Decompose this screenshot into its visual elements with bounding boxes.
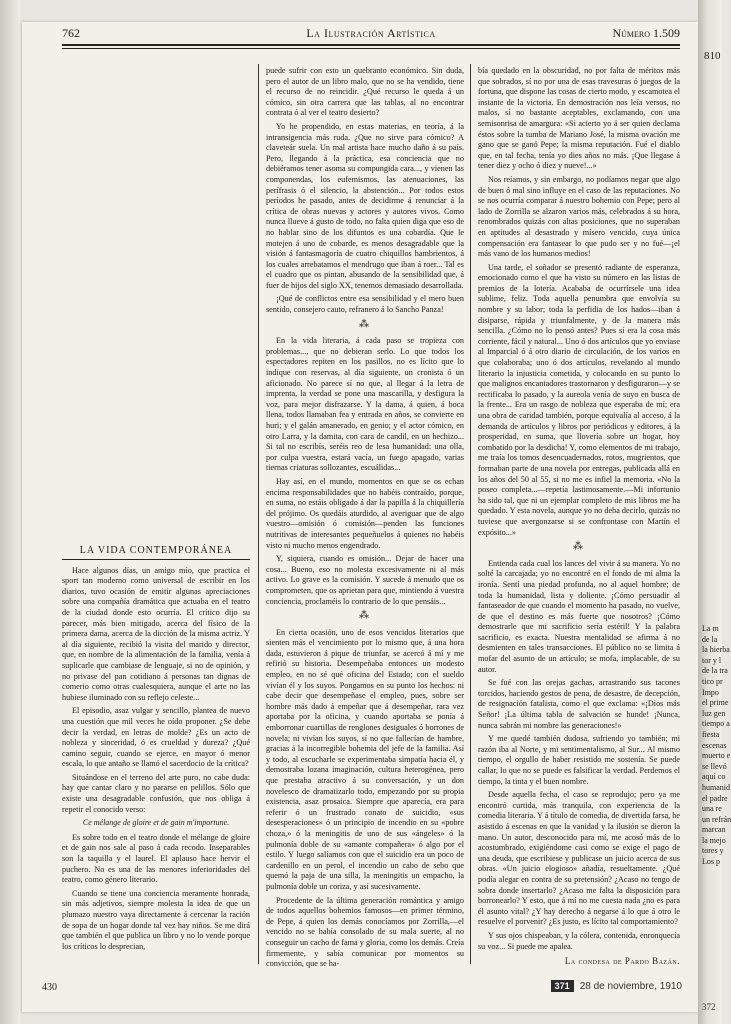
section-break-ornament: ⁂ <box>359 610 371 622</box>
column-divider <box>258 64 259 964</box>
paragraph: Es sobre todo en el teatro donde el mélange de gloire et de gain nos sale al paso á cada recodo. Inseparables son la taquilla y el laurel. El aplauso hace hervir el puchero. No es una de las menores inferioridades del teatro, como género literario. <box>62 832 250 885</box>
right-page-snippet: fiesta <box>702 729 720 739</box>
paragraph: Se fué con las orejas gachas, arrastrando sus tacones torcidos, haciendo gestos de pena, de desastre, de decepción, de resignación fatalista, como el que exclama: «¡Dios más Señor! ¡La última tabla de salvación se hunde! ¡Nunca, nunca sabrán mi nombre las generaciones!» <box>478 678 680 730</box>
paragraph: Hace algunos días, un amigo mío, que practica el sport tan moderno como universal de escribir en los diarios, tuvo ocasión de emitir algunas apreciaciones sobre una compañía dramática que actuaba en el teatro de la ciudad donde esto ocurría. El crítico dijo su parecer, más bien mitigado, acerca del físico de la primera dama, acerca de la dicción de la misma actriz. Y al día siguiente, recibió la visita del marido y director, que, en nombre de la alimentación de la familia, venía á suplicarle que cambiase de lenguaje, si no de opinión, y no privase del pan cotidiano á personas tan dignas de comerio como otras cualesquiera, aunque el arte no las hubiese iluminado con su reflejo celeste... <box>62 565 250 702</box>
paragraph: Situándose en el terreno del arte puro, no cabe duda: hay que cantar claro y no pararse en pelillos. Sólo que existe una desagradable confusión, que nos obliga á repetir el conocido verso: <box>62 772 250 814</box>
paragraph: Hay así, en el mundo, momentos en que se os echan encima responsabilidades que no habéis contraído, porque, en suma, no estáis obligado á dar la papilla á la chiquillería del prójimo. Os quedáis aturdido, al averiguar que de algo vuestro—omisión ó comisión—penden las funciones nutritivas de interesantes pequeñuelos á quienes no habéis visto ni mucho menos engendrado. <box>266 476 464 550</box>
column-divider <box>470 64 471 964</box>
right-page-snippet: Impo <box>702 687 719 697</box>
column-3 <box>478 66 680 978</box>
paragraph: Yo he propendido, en estas materias, en teoría, á la intransigencia más ruda. ¿Que no sirve para cómico? A claveteár suela. Un mal artista hace mucho daño á su país. Pero, llegando á la práctica, esa conciencia que no debiéramos tener asoma su compungida cara..., y vienen las componendas, los eufemismos, las atenuaciones, las perífrasis ó el silencio, la abstención... Por todos estos períodos he pasado, antes de decidirme á renunciar á la crítica de obras nuevas y actores y autores vivos. Como nunca llueve á gusto de todo, no falta quien diga que eso de no hablar sino de los difuntos es una cobardía. Que le motejen á uno de cobarde, es menos desagradable que la visión á fantasmagoría de cuatro chiquillos hambrientos, á los cuales arrebatamos el mendrugo que iban á roer... Tal es el cuadro que os pintan, abusando de la sensibilidad que, á fuer de hijos del siglo XX, tenemos demasiado desarrollada. <box>266 121 464 290</box>
right-page-snippet: el prime <box>702 698 729 708</box>
right-page-snippet: una re <box>702 804 722 814</box>
footer-badge: 371 <box>551 980 574 992</box>
column-1 <box>62 544 250 974</box>
right-page-snippet: la mejo <box>702 835 726 845</box>
right-page-snippet: el padre <box>702 793 728 803</box>
right-page-snippet: tico pr <box>702 676 723 686</box>
blank-area <box>62 64 246 540</box>
paragraph: Cuando se tiene una conciencia meramente honrada, sin más adjetivos, siempre molesta la idea de que un plumazo nuestro vaya directamente á cercenar la ración de sopa de un hogar donde tal vez hay niños. Se me dirá que también el que publica un libro y no lo vende porque los críticos lo desprecian, <box>62 888 250 951</box>
section-rule <box>62 559 250 560</box>
right-page-snippet: de la tra <box>702 666 728 676</box>
column-1-body <box>62 566 250 953</box>
right-page-snippet: tiempo a <box>702 719 730 729</box>
right-page-snippet: muerto e <box>702 751 731 761</box>
right-page-snippet: marcan <box>702 825 726 835</box>
footer-right <box>551 980 682 992</box>
right-page-snippet: se llevó <box>702 761 727 771</box>
left-page-edge <box>0 0 20 1024</box>
paragraph: ¡Qué de conflictos entre esa sensibilidad y el mero buen sentido, consejero cauto, refranero á lo Sancho Panza! <box>266 294 464 315</box>
right-page-snippet: un refrán <box>702 814 731 824</box>
right-page-snippet: escenas <box>702 740 727 750</box>
paragraph: Y me quedé también dudosa, sufriendo yo también; mi razón iba al Norte, y mi sentimentalismo, al Sur... Al mismo tiempo, el orgullo de haber resistido me sostenía. Se puede callar, lo que no se puede es falsificar la verdad. Perdemos el tiempo, la tinta y el buen nombre. <box>478 734 680 786</box>
right-page-snippet: aquí co <box>702 772 726 782</box>
folio-number: 430 <box>42 982 57 993</box>
paragraph: Entienda cada cual los lances del vivir á su manera. Yo no solté la carcajada; yo no encontré en el fondo de mí alma la ironía. Sentí una piedad profunda, no al aquel hombre; de toda la humanidad, lista y doliente. ¡Cómo persuadir al fantaseador de que cuando el momento ha pasado, no vuelve, de que el destino es más fuerte que nosotros? ¡Cómo demostrarle que mi sacrificio sería estéril! Y la palabra sacrificio, es exacta. Nuestra mentalidad se afirma á no desmienten en tales transacciones. El público no se limita á mofar del asunto de un artículo; se mofa, implacable, de su autor. <box>478 558 680 674</box>
right-page-snippet: La m <box>702 624 719 633</box>
column-3-body <box>478 66 680 952</box>
right-page-snippet: tores y <box>702 846 724 856</box>
paragraph: En cierta ocasión, uno de esos vencidos literarios que sienten más el vencimiento por lo mismo que, á una hora dada, estuvieron á pique de triunfar, se acercó á mí y me refirió su historia. Desempeñaba entonces un modesto empleo, en no sé qué oficina del Estado; con el sueldo vivían él y los suyos. Pongamos en su punto los hechos: ni cabe decir que desempeñase el empleo, pues, sobre ser hombre más dado á empeñar que á desempeñar, rara vez aportaba por la oficina, y cuando aportaba se ponía á emborronar cuartillas de renglones desiguales ó borrones de novela; ni vivían los suyos, sí no que fallecían de hambre, gracias á la incorregible bohemia del jefe de la familia. Así y todo, al escucharle se experimentaba simpatía hacia él, y demostraba lozana imaginación, cultura heterogénea, pero que prestaba atractivo á su conversación, y un don novelesco de dramatizarlo todo, empezando por su propia existencia, asaz prosaica. Siempre que aparecía, era para referir ó un frustrado conato de suicidio, «sus desesperaciones» ó un principio de incendio en su «pobre choza,» ó la meningitis de uno de sus «ángeles» ó la pulmonía doble de su «amante compañera» ó algo por el estilo. Y luego salíamos con que el suicidio era un poco de cardenillo en un perol, el incendio un cabo de sebo que quemó la paja de una silla, la meningitis un empacho, la pulmonía doble un coriza, y así sucesivamente. <box>266 627 464 891</box>
page-footer <box>42 978 682 996</box>
paragraph: Una tarde, el soñador se presentó radiante de esperanza, emocionado como el que ha visto su número en las listas de premios de la lotería. Acababa de ocurrírsele una idea sublime, feliz. Toda aquella penumbra que envolvía su nombre y su labor; toda la perfidia de los hados—iban á disiparse, rápida y triunfalmente, y de la manera más sencilla. ¿Cómo no lo pensó antes? Pues sí era la cosa más corriente, fácil y natural... Uno ó dos artículos que yo enviase al Imparcial ó á otro diario de circulación, de los varios en que colaboraba; uno ó dos artículos, revelando al mundo literario la injusticia cometida, y colocando en su punto lo que malignos encantadores trastornaron y desfiguraron—y se rectificaba lo pasado, y la aureola venía de suyo en busca de la frente... Era un rasgo de nobleza que esperaba de mí; era una obra de caridad también, porque equivalía al acceso, á la demanda de artículos y libros por periódicos y editores, á la prosperidad, en suma, que llovería sobre un hogar, hoy combatido por la desdicha! Y, como elementos de mi trabajo, me traía los tomos desencuadernados, rotos, mugrientos, que formaban parte de una novela por entregas, publicada allá en los años del 50 al 55, si no me es infiel la memoria. «No la poseo completa...—repetía lastimosamente.—Mi infortunio ha sido tal, que ni un ejemplar completo de mis libros me ha quedado. Y esta novela, aunque yo no deba decirlo, quizás no tuviese que avergonzarse si se confrontase con Martín el expósito...» <box>478 262 680 537</box>
right-page-snippet: luz gen <box>702 708 726 718</box>
issue-number: Número 1.509 <box>612 26 680 40</box>
column-2-body <box>266 66 464 970</box>
header-rule <box>62 44 680 46</box>
right-page-footer-number: 372 <box>702 1002 716 1012</box>
footer-date: 28 de noviembre, 1910 <box>579 980 682 992</box>
right-page-snippets <box>702 624 731 868</box>
paragraph: Y sus ojos chispeaban, y la cólera, contenida, enronquecía su voz... Si puede me apalea. <box>478 930 680 951</box>
paragraph: Procedente de la última generación romántica y amigo de todos aquellos bohemios famosos—en primer término, de Pepe, á quien los demás conocíamos por Zorrilla,—el vencido no se había consolado de su mala suerte, al no conseguir un cacho de fama y gloria, como los demás. Creía firmemente, y sabía comunicar por momentos su convicción, que se ha- <box>266 895 464 969</box>
quoted-verse: Ce mélange de gloire et de gain m'importune. <box>82 818 230 828</box>
right-page-edge <box>698 0 731 1024</box>
page-number: 762 <box>62 26 80 40</box>
column-2 <box>266 66 464 978</box>
paragraph: bía quedado en la obscuridad, no por falta de méritos más que sobrados, sí no por una de esas travesuras ó juegos de la fortuna, que dispone las cosas de cierto modo, y escamotea el instante de la victoria. En demostración nos leía versos, no malos, sí no bastante aceptables, exclamando, con una semisonrisa de amargura: «Si acierto yo á ser quien declama éstos sobre la tumba de Mariano José, la misma ovación me gano que se ganó Pepe; la misma reputación. Fué el diablo que, en tal fecha, tenía yo dies años no más. ¡Que llegase á tener diez y ocho ó diez y nueve!...» <box>478 66 680 171</box>
right-page-number: 810 <box>704 50 721 62</box>
paragraph: En la vida literaria, á cada paso se tropieza con problemas..., que no debieran serlo. Lo que todos los espectadores repiten en los pasillos, no es lícito que lo indique con reservas, al día siguiente, un cronista ó un aficionado. No parece sí no que, al llegar á la letra de imprenta, la verdad se pone una mascarilla, y desfigura la voz, para mejor disfrazarse. Y la dama, á quien, á boca llena, todos llamaban fea y entrada en años, se convierte en huri; y el galán amanerado, en genio; y el actor cómico, en otro Larra, y la damita, con cara de candil, en un hechizo... Si tal no escribís, seréis reo de lesa humanidad: una olla, por culpa vuestra, estará vacía, un fuego apagado, varias tiernas criaturas sollozantes, escuálidas... <box>266 336 464 473</box>
right-page-snippet: Los p <box>702 857 720 867</box>
paragraph: El episodio, asaz vulgar y sencillo, plantea de nuevo una cuestión que mil veces he oído proponer. ¿Se debe decir la verdad, en letras de molde? ¿Es un acto de nobleza y sinceridad, ó es crueldad y dureza? ¿Qué camino seguir, cuando se ejerce, en mayor ó menor escala, lo que antaño se llamó el sacerdocio de la crítica? <box>62 706 250 769</box>
section-title: LA VIDA CONTEMPORÁNEA <box>79 545 233 556</box>
section-break-ornament: ⁂ <box>573 541 585 553</box>
right-page-snippet: humanid <box>702 782 730 792</box>
page-header <box>62 26 680 44</box>
header-rule-thin <box>62 48 680 49</box>
magazine-title: La Ilustración Artística <box>306 26 436 40</box>
article-signature: La condesa de Pardo Bazán. <box>564 956 680 967</box>
right-page-snippet: de la <box>702 634 718 644</box>
paragraph: puede sufrir con esto un quebranto económico. Sin duda, pero el autor de un libro malo, que no se ha vendido, tiene el recurso de no reincidir. ¿Qué recurso le queda á un cómico, sin otra carrera que las tablas, al no encontrar contrata ó al ver el teatro desierto? <box>266 66 464 118</box>
right-page-snippet: tor y l <box>702 655 722 665</box>
paragraph: Nos reíamos, y sin embargo, no podíamos negar que algo de buen ó mal sino influye en el caso de las reputaciones. No se nos ocurría comparar á nuestro bohemio con Pepe; pero al lado de Zorrilla se alzaron varios más, celebrados á su hora, renombrados quizás con altas posiciones, que no superaban en aptitudes al desastrado y mísero vencido, cuya única compensación era fantasear lo que pudo ser y no fué—¡el más vano de los humanos medios! <box>478 174 680 259</box>
paragraph: Desde aquella fecha, el caso se reprodujo; pero ya me encontró curtida, más tranquila, con experiencia de la comedia literaria. Y á título de comedia, de divertida farsa, he asistido á escenas en que la vanidad y la ilusión se dieron la mano. Un autor, desconocido para mí, me acosó más de lo acostumbrado, exigiéndome casi como se exige el pago de una deuda, que escribiese y publicase un juicio acerca de sus obras. «Un juicio elogioso» añadía, resueltamente. ¿Qué podía alegar en contra de su pretensión? ¿Acaso no tengo de sobra donde insertarlo? ¿Acaso me falta la disposición para borronearlo? Y esto, que á mí no me cuesta nada ¿no es para él asunto vital? ¿Y hay derecho á negarse á lo que á otro le resuelve el porvenir? ¿Es justo, es lícito tal comportamiento? <box>478 790 680 927</box>
right-page-snippet: la hierba <box>702 645 730 655</box>
section-break-ornament: ⁂ <box>359 318 371 330</box>
paragraph: Y, siquiera, cuando es omisión... Dejar de hacer una cosa... Bueno, eso no molesta excesivamente ni al más activo. Lo grave es la comisión. Y sucede á menudo que os comprometen, que os aprietan para que, mintiendo á vuestra conciencia, proclaméis lo contrario de lo que pensáis... <box>266 554 464 606</box>
